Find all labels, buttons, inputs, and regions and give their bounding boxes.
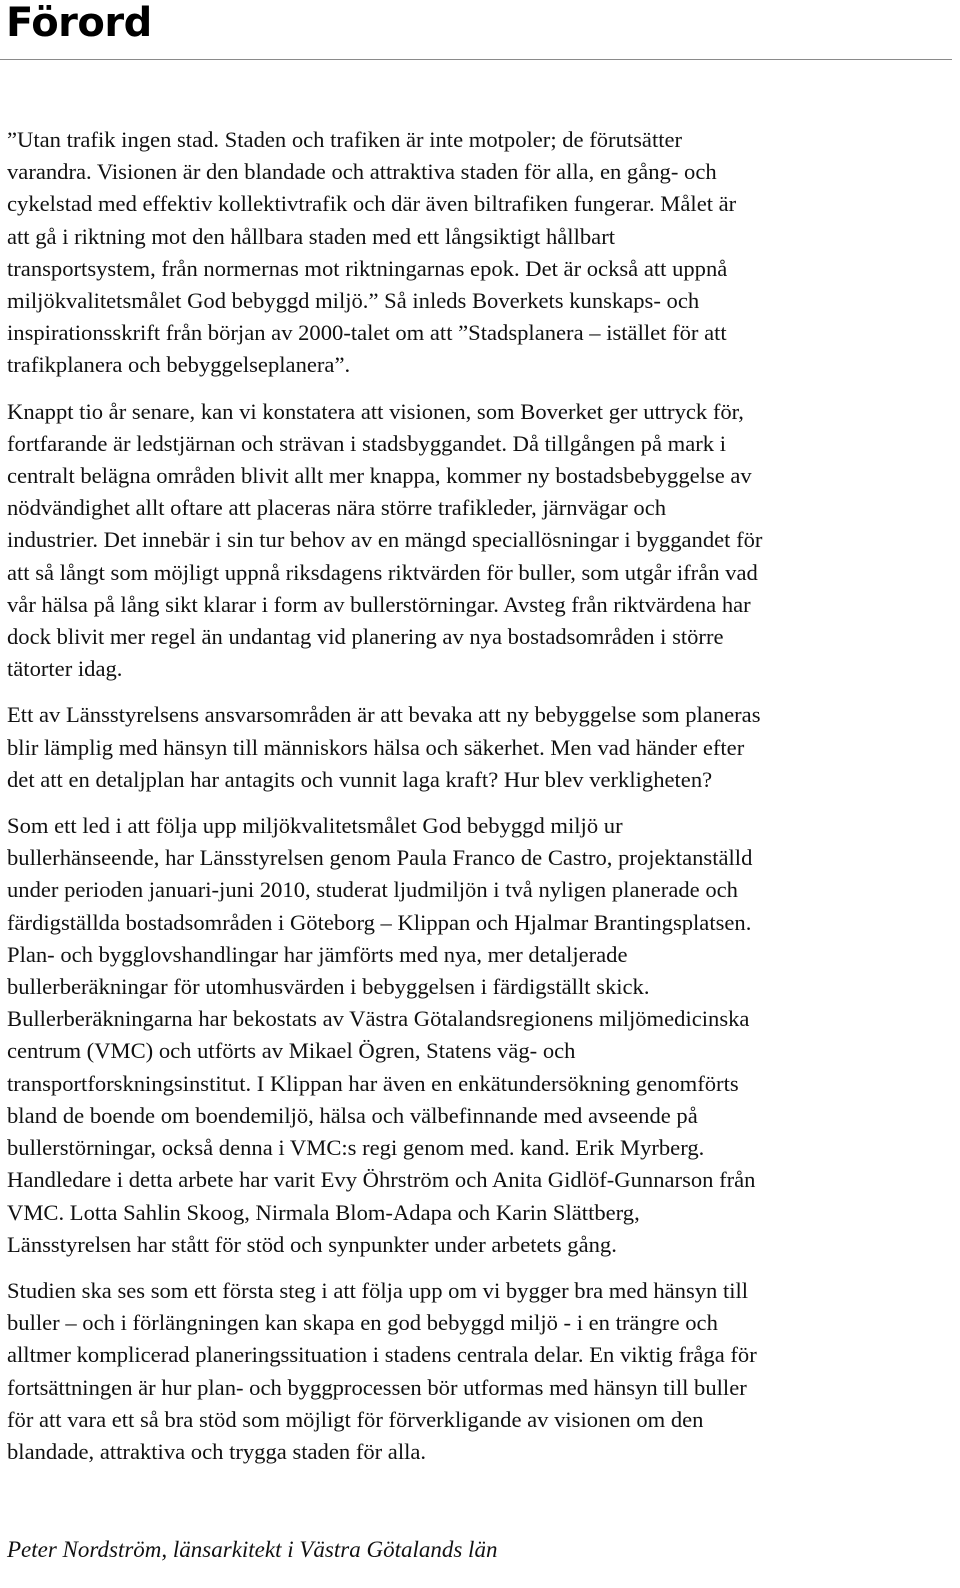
page-title: Förord bbox=[6, 0, 152, 46]
paragraph-2: Knappt tio år senare, kan vi konstatera att visionen, som Boverket ger uttryck för, fortfarande är ledstjärnan och strävan i stadsbyggandet. Då tillgången på mark i centralt belägna områden blivit allt mer knappa, kommer ny bostadsbebyggelse av nödvändighet allt oftare att placeras nära större trafikleder, järnvägar och industrier. Det innebär i sin tur behov av en mängd speciallösningar i byggandet för att så långt som möjligt uppnå riksdagens riktvärden för buller, som utgår ifrån vad vår hälsa på lång sikt klarar i form av bullerstörningar. Avsteg från riktvärdena har dock blivit mer regel än undantag vid planering av nya bostadsområden i större tätorter idag. bbox=[7, 398, 763, 682]
preface-body bbox=[7, 124, 949, 1482]
signature: Peter Nordström, länsarkitekt i Västra Götalands län bbox=[7, 1537, 498, 1562]
paragraph-5: Studien ska ses som ett första steg i att följa upp om vi bygger bra med hänsyn till buller – och i förlängningen kan skapa en god bebyggd miljö - i en trängre och alltmer komplicerad planeringssituation i stadens centrala delar. En viktig fråga för fortsättningen är hur plan- och byggprocessen bör utformas med hänsyn till buller för att vara ett så bra stöd som möjligt för förverkligande av visionen om den blandade, attraktiva och trygga staden för alla. bbox=[7, 1277, 757, 1464]
title-divider bbox=[0, 59, 952, 60]
paragraph-1: ”Utan trafik ingen stad. Staden och trafiken är inte motpoler; de förutsätter varandra. Visionen är den blandade och attraktiva staden för alla, en gång- och cykelstad med effektiv kollektivtrafik och där även biltrafiken fungerar. Målet är att gå i riktning mot den hållbara staden med ett långsiktigt hållbart transportsystem, från normernas mot riktningarnas epok. Det är också att uppnå miljökvalitetsmålet God bebyggd miljö.” Så inleds Boverkets kunskaps- och inspirationsskrift från början av 2000-talet om att ”Stadsplanera – istället för att trafikplanera och bebyggelseplanera”. bbox=[7, 127, 737, 378]
paragraph-4: Som ett led i att följa upp miljökvalitetsmålet God bebyggd miljö ur bullerhänseende, har Länsstyrelsen genom Paula Franco de Castro, projektanställd under perioden januari-juni 2010, studerat ljudmiljön i två nyligen planerade och färdigställda bostadsområden i Göteborg – Klippan och Hjalmar Brantingsplatsen. Plan- och bygglovshandlingar har jämförts med nya, mer detaljerade bullerberäkningar för utomhusvärden i bebyggelsen i färdigställt skick. Bullerberäkningarna har bekostats av Västra Götalandsregionens miljömedicinska centrum (VMC) och utförts av Mikael Ögren, Statens väg- och transportforskningsinstitut. I Klippan har även en enkätundersökning genomförts bland de boende om boendemiljö, hälsa och välbefinnande med avseende på bullerstörningar, också denna i VMC:s regi genom med. kand. Erik Myrberg. Handledare i detta arbete har varit Evy Öhrström och Anita Gidlöf-Gunnarson från VMC. Lotta Sahlin Skoog, Nirmala Blom-Adapa och Karin Slättberg, Länsstyrelsen har stått för stöd och synpunkter under arbetets gång. bbox=[7, 813, 756, 1257]
paragraph-3: Ett av Länsstyrelsens ansvarsområden är att bevaka att ny bebyggelse som planeras blir lämplig med hänsyn till människors hälsa och säkerhet. Men vad händer efter det att en detaljplan har antagits och vunnit laga kraft? Hur blev verkligheten? bbox=[7, 702, 761, 792]
